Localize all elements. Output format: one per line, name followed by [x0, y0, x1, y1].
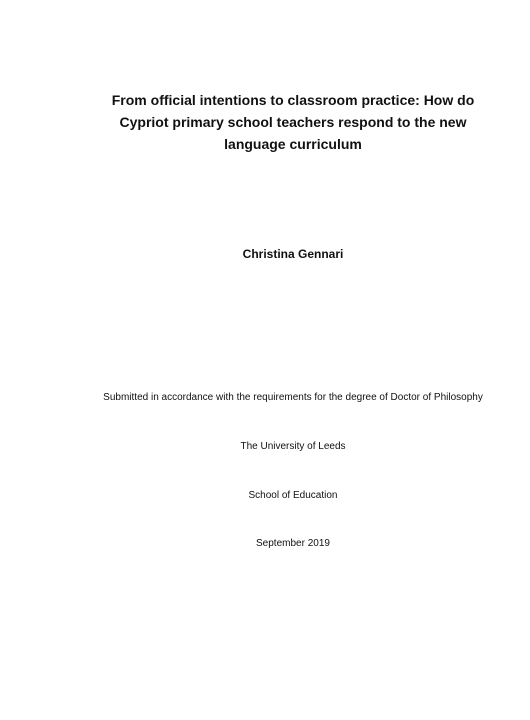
- university-name: The University of Leeds: [240, 441, 346, 452]
- author-name: Christina Gennari: [242, 247, 344, 261]
- submission-date: September 2019: [256, 538, 330, 549]
- thesis-title: From official intentions to classroom practice: How do Cypriot primary school teachers respond to the new language curriculum: [111, 92, 475, 152]
- school-name: School of Education: [248, 490, 338, 501]
- submission-statement: Submitted in accordance with the requirements for the degree of Doctor of Philosophy: [103, 392, 483, 403]
